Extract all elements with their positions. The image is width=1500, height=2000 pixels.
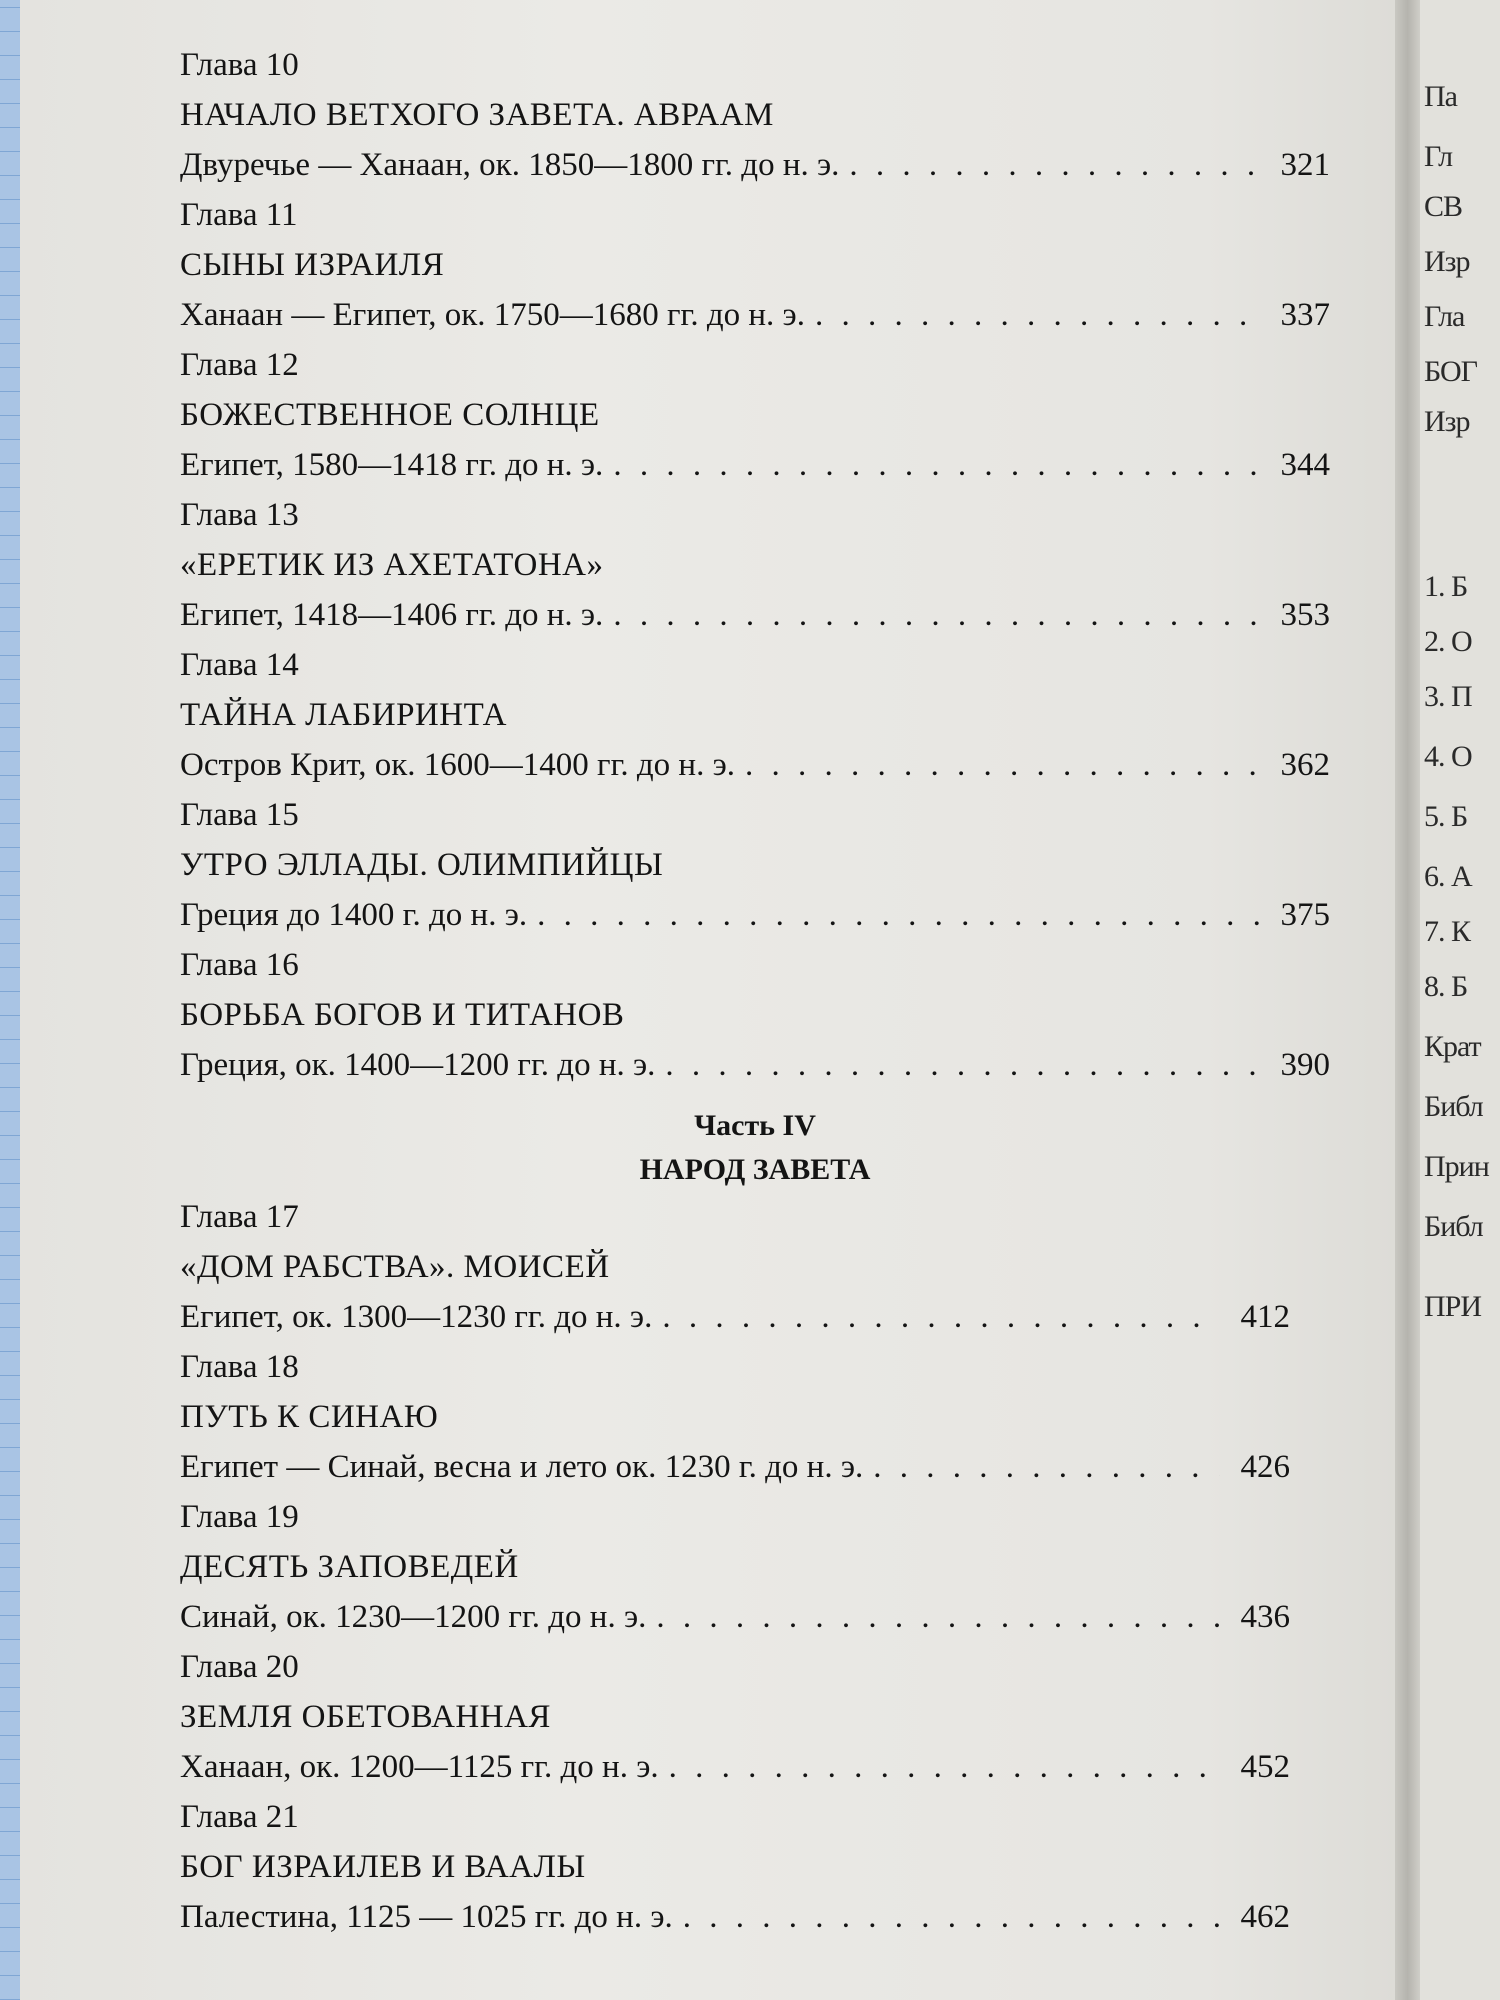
adjacent-page-fragment: Гла <box>1424 300 1465 333</box>
chapter-subtitle: Ханаан, ок. 1200—1125 гг. до н. э. <box>180 1749 659 1785</box>
chapter-subtitle-row <box>180 890 1330 940</box>
chapter-subtitle-row <box>180 740 1330 790</box>
adjacent-page-fragment: 5. Б <box>1424 800 1468 833</box>
chapter-subtitle: Египет — Синай, весна и лето ок. 1230 г. до н. э. <box>180 1449 864 1485</box>
dot-leader <box>537 890 1260 940</box>
adjacent-page-fragment: Изр <box>1424 245 1470 278</box>
adjacent-page-fragment: Гл <box>1424 140 1453 173</box>
chapter-subtitle-row <box>180 590 1330 640</box>
chapter-entry <box>180 940 1330 1090</box>
chapter-entry <box>180 1792 1330 1942</box>
chapter-title: БОРЬБА БОГОВ И ТИТАНОВ <box>180 997 625 1033</box>
page-number: 436 <box>1240 1599 1290 1635</box>
adjacent-page-fragment: Крат <box>1424 1030 1481 1063</box>
chapter-title: ПУТЬ К СИНАЮ <box>180 1399 439 1435</box>
chapter-subtitle: Остров Крит, ок. 1600—1400 гг. до н. э. <box>180 747 735 783</box>
chapter-subtitle-row <box>180 1040 1330 1090</box>
chapter-title: БОГ ИЗРАИЛЕВ И ВААЛЫ <box>180 1849 586 1885</box>
page-number: 452 <box>1240 1749 1290 1785</box>
chapter-title: «ЕРЕТИК ИЗ АХЕТАТОНА» <box>180 547 604 583</box>
blue-paper-edge <box>0 0 20 2000</box>
adjacent-page-fragment: Изр <box>1424 405 1470 438</box>
chapter-subtitle-row <box>180 140 1330 190</box>
chapter-title: ДЕСЯТЬ ЗАПОВЕДЕЙ <box>180 1549 519 1585</box>
chapter-title: НАЧАЛО ВЕТХОГО ЗАВЕТА. АВРААМ <box>180 97 774 133</box>
chapter-subtitle-row <box>180 1442 1290 1492</box>
page-number: 321 <box>1280 147 1330 183</box>
chapter-subtitle-row <box>180 1892 1290 1942</box>
chapter-title: УТРО ЭЛЛАДЫ. ОЛИМПИЙЦЫ <box>180 847 664 883</box>
chapter-entry <box>180 490 1330 640</box>
chapter-entry <box>180 640 1330 790</box>
adjacent-page-fragment: 4. О <box>1424 740 1472 773</box>
chapter-label: Глава 12 <box>180 347 299 383</box>
chapter-label: Глава 10 <box>180 47 299 83</box>
chapter-entry <box>180 1192 1330 1342</box>
page-number: 344 <box>1280 447 1330 483</box>
dot-leader <box>683 1892 1220 1942</box>
page-number: 337 <box>1280 297 1330 333</box>
chapter-subtitle: Двуречье — Ханаан, ок. 1850—1800 гг. до н. э. <box>180 147 840 183</box>
chapter-subtitle-row <box>180 1742 1290 1792</box>
adjacent-page-fragment: 3. П <box>1424 680 1472 713</box>
chapter-label: Глава 15 <box>180 797 299 833</box>
chapter-subtitle-row <box>180 1292 1290 1342</box>
chapter-title: СЫНЫ ИЗРАИЛЯ <box>180 247 445 283</box>
chapter-subtitle: Египет, 1418—1406 гг. до н. э. <box>180 597 604 633</box>
chapter-label: Глава 17 <box>180 1199 299 1235</box>
chapter-title: «ДОМ РАБСТВА». МОИСЕЙ <box>180 1249 610 1285</box>
chapter-subtitle: Египет, 1580—1418 гг. до н. э. <box>180 447 604 483</box>
chapter-entry <box>180 1642 1330 1792</box>
adjacent-page-fragment: 1. Б <box>1424 570 1468 603</box>
chapter-entry <box>180 190 1330 340</box>
part-number: Часть IV <box>694 1109 816 1142</box>
chapter-title: ЗЕМЛЯ ОБЕТОВАННАЯ <box>180 1699 551 1735</box>
adjacent-page-fragment: 6. А <box>1424 860 1472 893</box>
dot-leader <box>665 1040 1260 1090</box>
adjacent-page-fragment: БОГ <box>1424 355 1478 388</box>
page-number: 390 <box>1280 1047 1330 1083</box>
adjacent-page-fragment: СВ <box>1424 190 1463 223</box>
part-heading-block <box>180 1104 1330 1192</box>
page-number: 353 <box>1280 597 1330 633</box>
page-number: 362 <box>1280 747 1330 783</box>
dot-leader <box>613 590 1260 640</box>
adjacent-page-fragment: 2. О <box>1424 625 1472 658</box>
dot-leader <box>662 1292 1220 1342</box>
adjacent-page-fragment: Прин <box>1424 1150 1489 1183</box>
page-number: 462 <box>1240 1899 1290 1935</box>
chapter-label: Глава 18 <box>180 1349 299 1385</box>
chapter-subtitle: Греция, ок. 1400—1200 гг. до н. э. <box>180 1047 656 1083</box>
chapter-label: Глава 14 <box>180 647 299 683</box>
chapter-subtitle-row <box>180 440 1330 490</box>
chapter-subtitle-row <box>180 1592 1290 1642</box>
chapter-label: Глава 16 <box>180 947 299 983</box>
chapter-title: БОЖЕСТВЕННОЕ СОЛНЦЕ <box>180 397 600 433</box>
table-of-contents <box>180 40 1330 1942</box>
chapter-label: Глава 20 <box>180 1649 299 1685</box>
chapter-label: Глава 11 <box>180 197 298 233</box>
adjacent-page-fragment: 8. Б <box>1424 970 1468 1003</box>
chapter-entry <box>180 1492 1330 1642</box>
chapter-subtitle: Синай, ок. 1230—1200 гг. до н. э. <box>180 1599 647 1635</box>
page-number: 412 <box>1240 1299 1290 1335</box>
chapter-subtitle: Ханаан — Египет, ок. 1750—1680 гг. до н. э. <box>180 297 805 333</box>
page-number: 375 <box>1280 897 1330 933</box>
part-title: НАРОД ЗАВЕТА <box>639 1153 871 1186</box>
adjacent-page-fragment: Библ <box>1424 1090 1483 1123</box>
adjacent-page-fragment: Библ <box>1424 1210 1483 1243</box>
dot-leader <box>873 1442 1220 1492</box>
chapter-subtitle: Палестина, 1125 — 1025 гг. до н. э. <box>180 1899 673 1935</box>
chapter-label: Глава 13 <box>180 497 299 533</box>
chapter-entry <box>180 1342 1330 1492</box>
page-number: 426 <box>1240 1449 1290 1485</box>
chapter-subtitle-row <box>180 290 1330 340</box>
dot-leader <box>745 740 1260 790</box>
dot-leader <box>849 140 1260 190</box>
adjacent-page-fragment: 7. К <box>1424 915 1471 948</box>
adjacent-page-fragment: Па <box>1424 80 1457 113</box>
chapter-entry <box>180 40 1330 190</box>
dot-leader <box>669 1742 1220 1792</box>
chapter-label: Глава 19 <box>180 1499 299 1535</box>
book-page <box>20 0 1415 2000</box>
chapter-entry <box>180 790 1330 940</box>
chapter-label: Глава 21 <box>180 1799 299 1835</box>
adjacent-page-edge <box>1420 0 1500 2000</box>
adjacent-page-fragment: ПРИ <box>1424 1290 1482 1323</box>
chapter-subtitle: Греция до 1400 г. до н. э. <box>180 897 528 933</box>
dot-leader <box>613 440 1260 490</box>
chapter-entry <box>180 340 1330 490</box>
dot-leader <box>815 290 1260 340</box>
dot-leader <box>656 1592 1220 1642</box>
chapter-title: ТАЙНА ЛАБИРИНТА <box>180 697 507 733</box>
book-gutter <box>1395 0 1420 2000</box>
chapter-subtitle: Египет, ок. 1300—1230 гг. до н. э. <box>180 1299 653 1335</box>
